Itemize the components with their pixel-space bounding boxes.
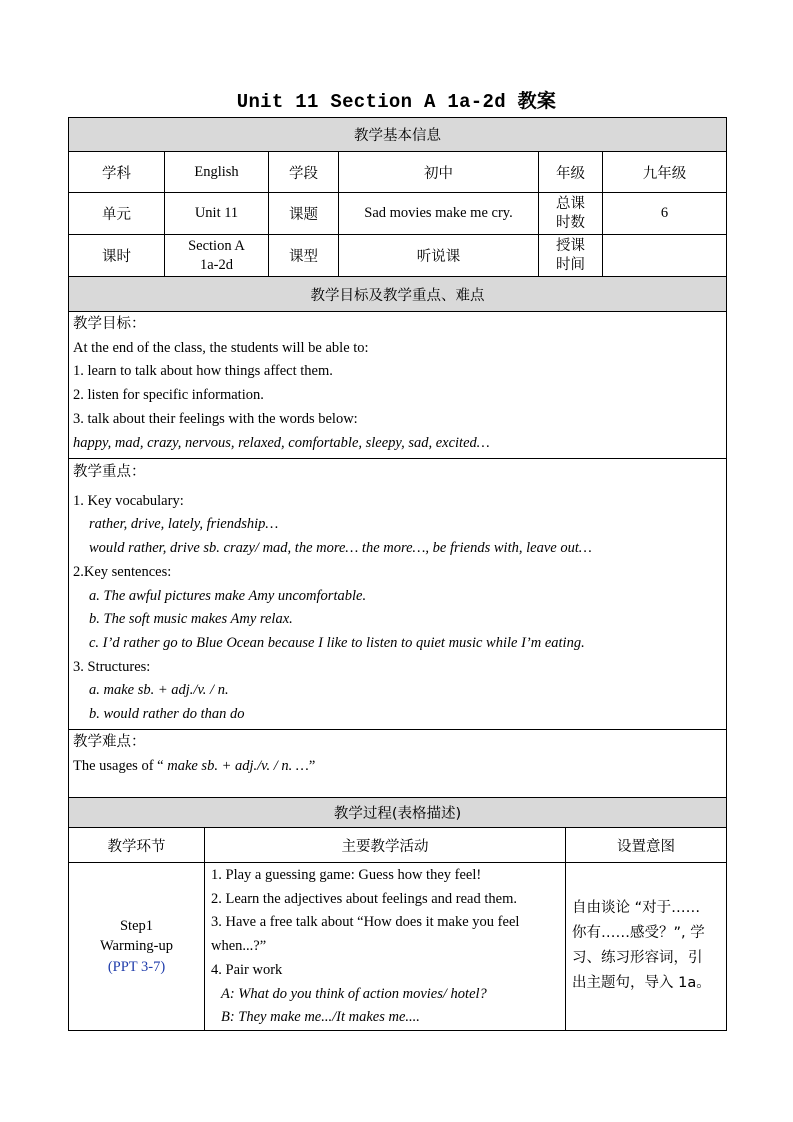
col-step: 教学环节 (69, 828, 205, 863)
act-b: B: They make me.../It makes me.... (221, 1009, 420, 1026)
grade-label: 年级 (539, 152, 603, 193)
key-sent-c: c. I’d rather go to Blue Ocean because I like to listen to quiet music while I’m eating. (89, 634, 585, 651)
purpose-1: 自由谈论 “对于…… (572, 900, 701, 917)
goals-line-2: 2. listen for specific information. (73, 387, 264, 404)
diff-prefix: The usages of “ (73, 757, 168, 774)
goals-title: 教学目标： (73, 316, 146, 332)
goals-line-3: 3. talk about their feelings with the words below: (73, 410, 358, 427)
total-hours-label (539, 193, 603, 235)
basic-info-header: 教学基本信息 (69, 118, 727, 152)
step1-cell (69, 863, 205, 1031)
struct-head: 3. Structures: (73, 658, 151, 675)
step1-activity-cell (205, 863, 566, 1031)
act-3a: 3. Have a free talk about “How does it make you feel (211, 914, 520, 931)
purpose-2: 你有……感受？”, 学 (572, 925, 705, 942)
key-sent-b: b. The soft music makes Amy relax. (89, 611, 293, 628)
time-value (603, 235, 727, 277)
diff-suffix: ” (308, 757, 316, 774)
diff-title: 教学难点： (73, 734, 146, 750)
stage-label: 学段 (269, 152, 339, 193)
step1-purpose-cell (566, 863, 727, 1031)
unit-value: Unit 11 (165, 193, 269, 235)
process-table (68, 797, 727, 1031)
document-title: Unit 11 Section A 1a-2d 教案 (236, 91, 557, 113)
total-hours-value: 6 (603, 193, 727, 235)
grade-value: 九年级 (603, 152, 727, 193)
unit-label: 单元 (69, 193, 165, 235)
diff-italic: make sb. + adj./v. / n. … (167, 757, 309, 774)
period-value-line1: Section A (188, 237, 245, 254)
goals-words: happy, mad, crazy, nervous, relaxed, comfortable, sleepy, sad, excited… (73, 434, 490, 451)
goals-line-0: At the end of the class, the students will be able to: (73, 339, 369, 356)
diff-line (73, 755, 722, 779)
subject-label: 学科 (69, 152, 165, 193)
period-value-line2: 1a-2d (199, 256, 233, 273)
key-sent-a: a. The awful pictures make Amy uncomfortable. (89, 587, 367, 604)
act-a: A: What do you think of action movies/ hotel? (221, 985, 487, 1002)
subject-value: English (165, 152, 269, 193)
difficulty-cell (69, 730, 727, 798)
time-label-line2: 时间 (556, 256, 585, 273)
act-3b: when...?” (211, 938, 267, 955)
topic-value: Sad movies make me cry. (339, 193, 539, 235)
total-label-line2: 时数 (556, 214, 585, 231)
type-value: 听说课 (339, 235, 539, 277)
info-table (68, 117, 727, 798)
act-2: 2. Learn the adjectives about feelings and read them. (211, 890, 517, 907)
time-label (539, 235, 603, 277)
key-points-cell (69, 459, 727, 730)
objectives-header: 教学目标及教学重点、难点 (69, 277, 727, 312)
struct-b: b. would rather do than do (89, 706, 245, 723)
period-label: 课时 (69, 235, 165, 277)
struct-a: a. make sb. + adj./v. / n. (89, 682, 229, 699)
step1-line1: Step1 (119, 917, 154, 934)
process-header: 教学过程(表格描述) (69, 798, 727, 828)
key-vocab-2: would rather, drive sb. crazy/ mad, the more… the more…, be friends with, leave out… (89, 540, 592, 557)
col-activity: 主要教学活动 (205, 828, 566, 863)
act-1: 1. Play a guessing game: Guess how they feel! (211, 867, 482, 883)
purpose-4: 出主题句，导入 1a。 (572, 975, 711, 992)
key-sent-head: 2.Key sentences: (73, 563, 172, 580)
step1-line2: Warming-up (100, 938, 173, 955)
step1-ppt: (PPT 3-7) (107, 958, 166, 975)
type-label: 课型 (269, 235, 339, 277)
period-value (165, 235, 269, 277)
key-title: 教学重点： (73, 464, 146, 480)
purpose-3: 习、练习形容词，引 (572, 950, 703, 967)
key-vocab-1: rather, drive, lately, friendship… (89, 516, 279, 533)
act-4: 4. Pair work (211, 961, 283, 978)
stage-value: 初中 (339, 152, 539, 193)
total-label-line1: 总课 (556, 195, 585, 212)
topic-label: 课题 (269, 193, 339, 235)
time-label-line1: 授课 (556, 237, 585, 254)
key-vocab-head: 1. Key vocabulary: (73, 492, 184, 509)
col-purpose: 设置意图 (566, 828, 727, 863)
goals-line-1: 1. learn to talk about how things affect them. (73, 363, 333, 380)
goals-cell (69, 312, 727, 459)
